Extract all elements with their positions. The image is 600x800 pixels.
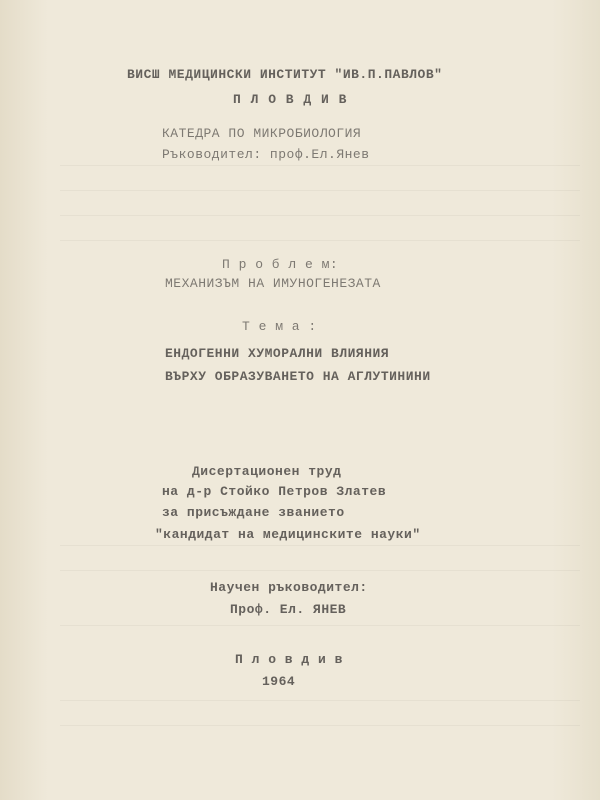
topic-line-2: ВЪРХУ ОБРАЗУВАНЕТО НА АГЛУТИНИНИ bbox=[165, 369, 431, 384]
problem-label: П р о б л е м: bbox=[222, 257, 339, 272]
dissertation-line-2: на д-р Стойко Петров Златев bbox=[162, 484, 387, 499]
institute-name: ВИСШ МЕДИЦИНСКИ ИНСТИТУТ "ИВ.П.ПАВЛОВ" bbox=[127, 67, 443, 82]
department-head: Ръководител: проф.Ел.Янев bbox=[162, 147, 370, 162]
supervisor-label: Научен ръководител: bbox=[210, 580, 368, 595]
footer-year: 1964 bbox=[262, 674, 296, 689]
dissertation-line-1: Дисертационен труд bbox=[192, 464, 342, 479]
department-name: КАТЕДРА ПО МИКРОБИОЛОГИЯ bbox=[162, 126, 362, 141]
dissertation-line-3: за присъждане званието bbox=[162, 505, 345, 520]
problem-text: МЕХАНИЗЪМ НА ИМУНОГЕНЕЗАТА bbox=[165, 276, 381, 291]
dissertation-line-4: "кандидат на медицинските науки" bbox=[155, 527, 421, 542]
header-city: П Л О В Д И В bbox=[233, 92, 348, 107]
topic-label: Т е м а : bbox=[242, 319, 317, 334]
topic-line-1: ЕНДОГЕННИ ХУМОРАЛНИ ВЛИЯНИЯ bbox=[165, 346, 390, 361]
supervisor-name: Проф. Ел. ЯНЕВ bbox=[230, 602, 347, 617]
footer-city: П л о в д и в bbox=[235, 652, 343, 667]
